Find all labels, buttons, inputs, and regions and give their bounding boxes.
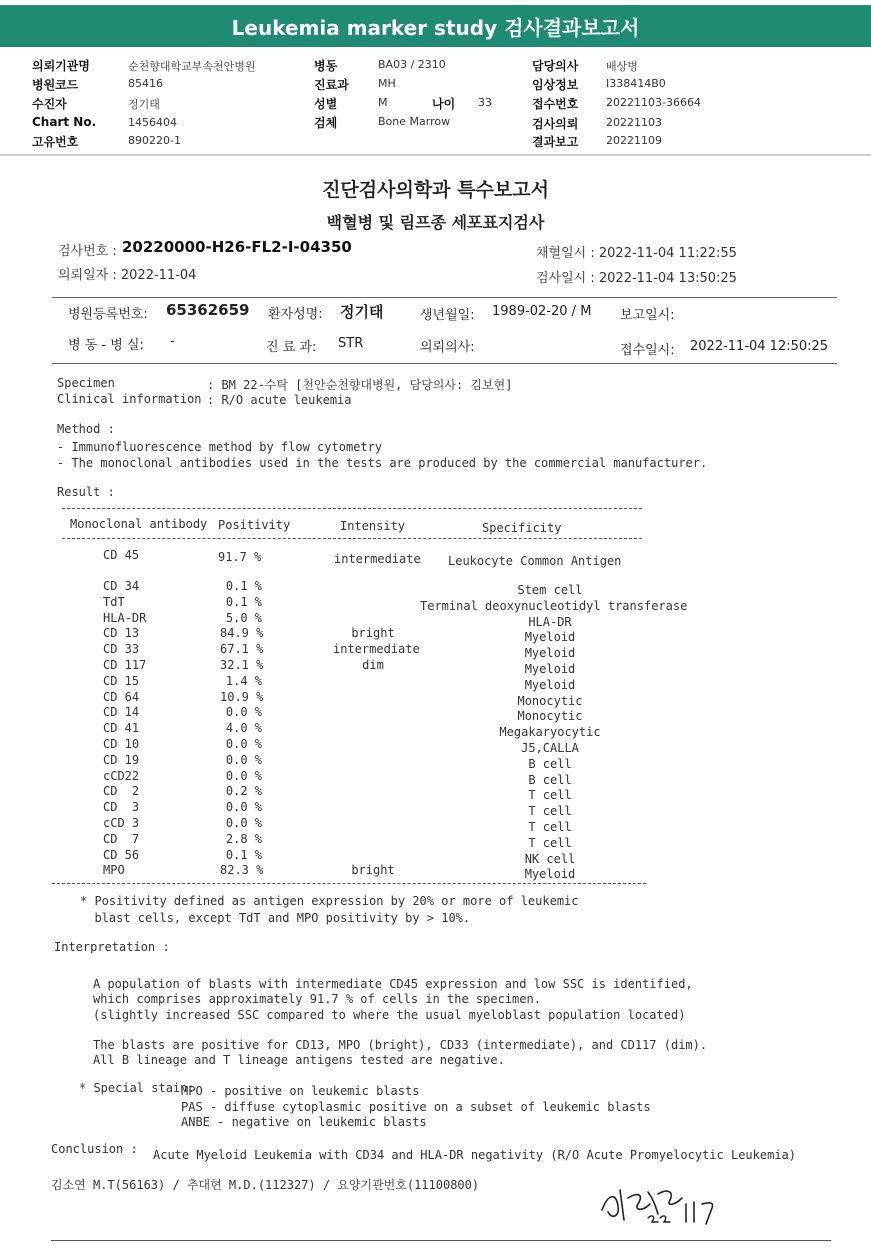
interp-line: All B lineage and T lineage antigens tested are negative. bbox=[93, 1053, 505, 1067]
positivity-cell: 10.9 % bbox=[220, 689, 264, 704]
specificity-cell: B cell bbox=[528, 756, 572, 771]
col-header: Specificity bbox=[482, 521, 562, 535]
antibody-cell: HLA-DR bbox=[103, 610, 147, 625]
specificity-cell: Myeloid bbox=[524, 677, 576, 692]
col-header: Intensity bbox=[340, 519, 406, 533]
dept-label: 진 료 과: bbox=[266, 340, 317, 355]
banner-title: Leukemia marker study 검사결과보고서 bbox=[231, 15, 640, 40]
top-label: 담당의사 bbox=[532, 59, 579, 73]
footnote-line: blast cells, except TdT and MPO positivity by > 10%. bbox=[80, 911, 471, 925]
intensity-cell: bright bbox=[351, 626, 395, 641]
conclusion-text: Acute Myeloid Leukemia with CD34 and HLA-DR negativity (R/O Acute Promyelocytic Leukemia) bbox=[153, 1148, 796, 1162]
intensity-cell: dim bbox=[362, 658, 384, 672]
top-value: 정기태 bbox=[128, 98, 160, 111]
footnote-line: * Positivity defined as antigen expression by 20% or more of leukemic bbox=[80, 894, 579, 908]
specificity-cell: T cell bbox=[528, 820, 572, 834]
top-label: 접수번호 bbox=[532, 97, 579, 111]
top-value: 20221103 bbox=[606, 116, 662, 129]
specificity-cell: Myeloid bbox=[524, 662, 576, 676]
result-label: Result : bbox=[57, 485, 115, 499]
antibody-cell: CD 14 bbox=[103, 705, 140, 720]
antibody-cell: CD 34 bbox=[103, 579, 140, 593]
receipt-time: 2022-11-04 12:50:25 bbox=[690, 339, 829, 354]
report-banner bbox=[0, 5, 871, 47]
top-label: 나이 bbox=[432, 97, 456, 111]
top-value: 순천향대학교부속천안병원 bbox=[128, 60, 256, 73]
positivity-cell: 84.9 % bbox=[220, 626, 264, 641]
positivity-cell: 2.8 % bbox=[225, 831, 262, 846]
top-value: BA03 / 2310 bbox=[378, 58, 446, 71]
intensity-cell: intermediate bbox=[333, 642, 420, 657]
interp-line: (slightly increased SSC compared to where the usual myeloblast population located) bbox=[93, 1008, 686, 1022]
interp-line: The blasts are positive for CD13, MPO (bright), CD33 (intermediate), and CD117 (dim). bbox=[93, 1038, 708, 1052]
top-label: 병동 bbox=[314, 59, 338, 73]
specificity-cell: Myeloid bbox=[524, 646, 576, 661]
interp-line: A population of blasts with intermediate CD45 expression and low SSC is identified, bbox=[93, 977, 693, 991]
top-value: M bbox=[378, 96, 388, 109]
specificity-cell: NK cell bbox=[524, 851, 576, 866]
antibody-cell: CD 13 bbox=[103, 626, 140, 641]
top-value: 85416 bbox=[128, 77, 163, 90]
antibody-cell: cCD 3 bbox=[103, 816, 140, 830]
intensity-cell: bright bbox=[351, 863, 395, 878]
antibody-cell: CD 117 bbox=[103, 658, 147, 672]
divider bbox=[52, 297, 837, 298]
divider bbox=[52, 363, 837, 364]
positivity-cell: 0.0 % bbox=[225, 768, 262, 783]
antibody-cell: CD 3 bbox=[103, 800, 140, 815]
test-time: 검사일시 : 2022-11-04 13:50:25 bbox=[536, 271, 737, 286]
specificity-cell: Stem cell bbox=[517, 583, 583, 597]
name-label: 환자성명: bbox=[268, 307, 323, 322]
dept: STR bbox=[338, 336, 364, 351]
specificity-cell: Megakaryocytic bbox=[499, 725, 601, 740]
antibody-cell: CD 45 bbox=[103, 548, 140, 562]
clinical-label: Clinical information bbox=[57, 392, 202, 406]
conclusion-label: Conclusion : bbox=[51, 1142, 138, 1156]
positivity-cell: 0.1 % bbox=[225, 847, 262, 862]
positivity-cell: 4.0 % bbox=[225, 721, 262, 736]
top-value: 20221109 bbox=[606, 134, 662, 147]
antibody-cell: CD 41 bbox=[103, 721, 140, 736]
top-label: 고유번호 bbox=[32, 135, 79, 149]
antibody-cell: cCD22 bbox=[103, 768, 140, 783]
specificity-cell: Myeloid bbox=[524, 867, 576, 882]
top-value: MH bbox=[378, 77, 396, 90]
positivity-cell: 0.0 % bbox=[225, 705, 262, 720]
exam-no: 20220000-H26-FL2-I-04350 bbox=[122, 238, 352, 256]
antibody-cell: CD 56 bbox=[103, 847, 140, 862]
top-label: 검사의뢰 bbox=[532, 117, 579, 131]
top-label: 수진자 bbox=[32, 97, 67, 111]
specificity-cell: T cell bbox=[528, 804, 572, 819]
ward-label: 병 동 - 병 실: bbox=[68, 338, 144, 353]
top-label: 병원코드 bbox=[32, 78, 79, 92]
interpretation-label: Interpretation : bbox=[54, 940, 170, 954]
positivity-cell: 82.3 % bbox=[220, 863, 264, 878]
positivity-cell: 0.0 % bbox=[225, 737, 262, 751]
collect-time: 채혈일시 : 2022-11-04 11:22:55 bbox=[536, 246, 737, 261]
reg-no: 65362659 bbox=[166, 301, 250, 319]
method-line: - The monoclonal antibodies used in the tests are produced by the commercial manufacturer. bbox=[57, 456, 708, 470]
ward: - bbox=[170, 334, 175, 349]
report-time-label: 보고일시: bbox=[620, 308, 675, 323]
specificity-cell: HLA-DR bbox=[528, 614, 572, 629]
receipt-label: 접수일시: bbox=[620, 343, 675, 358]
signers: 김소연 M.T(56163) / 추대현 M.D.(112327) / 요양기관번호(11100800) bbox=[51, 1178, 480, 1192]
antibody-cell: CD 7 bbox=[103, 831, 140, 846]
interp-line: which comprises approximately 91.7 % of cells in the specimen. bbox=[93, 992, 541, 1006]
top-value: 1456404 bbox=[128, 116, 177, 129]
method-label: Method : bbox=[57, 422, 115, 436]
top-label: Chart No. bbox=[32, 115, 97, 129]
report-title: 진단검사의학과 특수보고서 bbox=[322, 179, 549, 201]
specificity-cell: Terminal deoxynucleotidyl transferase bbox=[420, 598, 688, 613]
specificity-cell: Monocytic bbox=[517, 693, 583, 708]
special-stain-label: * Special stain: bbox=[79, 1081, 195, 1095]
positivity-cell: 32.1 % bbox=[220, 658, 264, 672]
specificity-cell: T cell bbox=[528, 835, 572, 850]
top-value: 20221103-36664 bbox=[606, 96, 701, 109]
exam-no-label: 검사번호 : bbox=[58, 244, 117, 259]
positivity-cell: 67.1 % bbox=[220, 642, 264, 657]
top-label: 성별 bbox=[314, 97, 338, 111]
stain-line: ANBE - negative on leukemic blasts bbox=[181, 1115, 427, 1129]
specimen-value: : BM 22-수탁 [천안순천향대병원, 담당의사: 김보현] bbox=[207, 378, 513, 392]
positivity-cell: 0.1 % bbox=[225, 579, 262, 593]
intensity-cell: intermediate bbox=[334, 552, 421, 566]
positivity-cell: 5.0 % bbox=[225, 610, 262, 625]
top-label: 임상정보 bbox=[532, 78, 579, 92]
report-subtitle: 백혈병 및 림프종 세포표지검사 bbox=[326, 213, 545, 232]
method-line: - Immunofluorescence method by flow cytometry bbox=[57, 440, 383, 454]
positivity-cell: 0.1 % bbox=[225, 594, 262, 609]
positivity-cell: 0.2 % bbox=[225, 784, 262, 799]
specificity-cell: J5,CALLA bbox=[521, 741, 579, 755]
top-value: 890220-1 bbox=[128, 134, 181, 147]
footer-rule bbox=[51, 1240, 831, 1241]
antibody-cell: CD 2 bbox=[103, 784, 140, 799]
col-header: Monoclonal antibody bbox=[70, 517, 208, 531]
stain-line: MPO - positive on leukemic blasts bbox=[181, 1084, 420, 1098]
top-value: 배상병 bbox=[606, 60, 638, 73]
antibody-cell: CD 33 bbox=[103, 642, 140, 657]
antibody-cell: CD 64 bbox=[103, 689, 140, 704]
table-rule bbox=[62, 508, 642, 509]
top-label: 진료과 bbox=[314, 78, 349, 92]
specificity-cell: B cell bbox=[528, 772, 572, 787]
doctor-label: 의뢰의사: bbox=[420, 340, 475, 355]
antibody-cell: CD 10 bbox=[103, 737, 140, 751]
specificity-cell: T cell bbox=[528, 788, 572, 803]
signature bbox=[598, 1180, 728, 1230]
specificity-cell: Myeloid bbox=[524, 630, 576, 645]
antibody-cell: TdT bbox=[103, 594, 125, 609]
stain-line: PAS - diffuse cytoplasmic positive on a subset of leukemic blasts bbox=[181, 1100, 651, 1114]
positivity-cell: 0.0 % bbox=[225, 816, 262, 830]
positivity-cell: 1.4 % bbox=[225, 673, 262, 688]
patient-name: 정기태 bbox=[340, 303, 384, 321]
specificity-cell: Monocytic bbox=[517, 709, 583, 724]
request-date: 의뢰일자 : 2022-11-04 bbox=[58, 268, 197, 283]
antibody-cell: MPO bbox=[103, 863, 125, 878]
specimen-label: Specimen bbox=[57, 376, 115, 390]
dob: 1989-02-20 / M bbox=[492, 304, 592, 319]
top-value: Bone Marrow bbox=[378, 115, 451, 128]
divider bbox=[0, 154, 871, 156]
table-rule bbox=[62, 538, 642, 539]
top-value: I338414B0 bbox=[606, 77, 666, 90]
antibody-cell: CD 19 bbox=[103, 752, 140, 767]
top-label: 검체 bbox=[314, 116, 338, 130]
dob-label: 생년월일: bbox=[420, 308, 475, 323]
positivity-cell: 91.7 % bbox=[218, 550, 262, 564]
table-rule bbox=[52, 883, 646, 884]
positivity-cell: 0.0 % bbox=[225, 752, 262, 767]
top-label: 결과보고 bbox=[532, 135, 579, 149]
specificity-cell: Leukocyte Common Antigen bbox=[448, 554, 622, 568]
reg-no-label: 병원등록번호: bbox=[68, 307, 148, 322]
top-label: 의뢰기관명 bbox=[32, 59, 90, 73]
positivity-cell: 0.0 % bbox=[225, 800, 262, 815]
top-value: 33 bbox=[478, 96, 492, 109]
antibody-cell: CD 15 bbox=[103, 673, 140, 688]
clinical-value: : R/O acute leukemia bbox=[207, 393, 352, 407]
col-header: Positivity bbox=[218, 518, 291, 532]
